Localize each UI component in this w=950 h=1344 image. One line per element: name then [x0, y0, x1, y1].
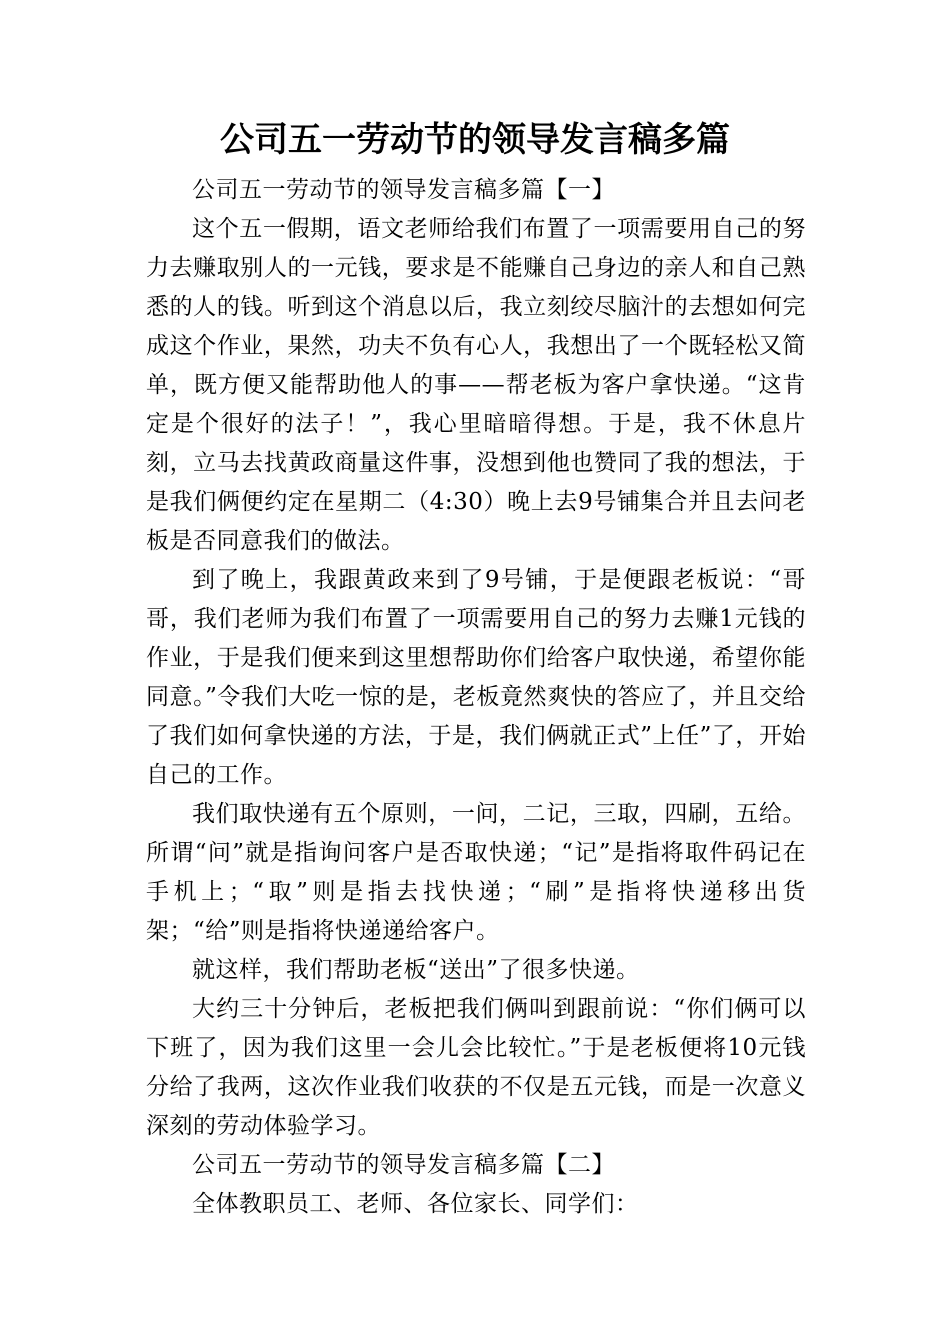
section-heading-2: 公司五一劳动节的领导发言稿多篇【二】 [192, 1152, 615, 1178]
section-heading-1: 公司五一劳动节的领导发言稿多篇【一】 [192, 177, 615, 203]
body-paragraph: 就这样，我们帮助老板“送出”了很多快递。 [192, 957, 640, 983]
document-body [146, 171, 806, 1224]
body-paragraph: 到了晚上，我跟黄政来到了9号铺，于是便跟老板说：“哥哥，我们老师为我们布置了一项需要用自己的努力去赚1元钱的作业，于是我们便来到这里想帮助你们给客户取快递，希望你能同意。”令我们大吃一惊的是，老板竟然爽快的答应了，并且交给了我们如何拿快递的方法，于是，我们俩就正式”上任”了，开始自己的工作。 [146, 567, 806, 788]
body-paragraph: 大约三十分钟后，老板把我们俩叫到跟前说：“你们俩可以下班了，因为我们这里一会儿会比较忙。”于是老板便将10元钱分给了我两，这次作业我们收获的不仅是五元钱，而是一次意义深刻的劳动体验学习。 [146, 996, 806, 1139]
body-paragraph: 这个五一假期，语文老师给我们布置了一项需要用自己的努力去赚取别人的一元钱，要求是不能赚自己身边的亲人和自己熟悉的人的钱。听到这个消息以后，我立刻绞尽脑汁的去想如何完成这个作业，果然，功夫不负有心人，我想出了一个既轻松又简单，既方便又能帮助他人的事——帮老板为客户拿快递。“这肯定是个很好的法子！”，我心里暗暗得想。于是，我不休息片刻，立马去找黄政商量这件事，没想到他也赞同了我的想法，于是我们俩便约定在星期二（4:30）晚上去9号铺集合并且去问老板是否同意我们的做法。 [146, 216, 806, 554]
body-paragraph: 我们取快递有五个原则，一问，二记，三取，四刷，五给。所谓“问”就是指询问客户是否取快递；“记”是指将取件码记在手机上；“取”则是指去找快递；“刷”是指将快递移出货架；“给”则是指将快递递给客户。 [146, 801, 806, 944]
salutation-paragraph: 全体教职员工、老师、各位家长、同学们： [192, 1191, 639, 1217]
document-title: 公司五一劳动节的领导发言稿多篇 [220, 120, 730, 160]
